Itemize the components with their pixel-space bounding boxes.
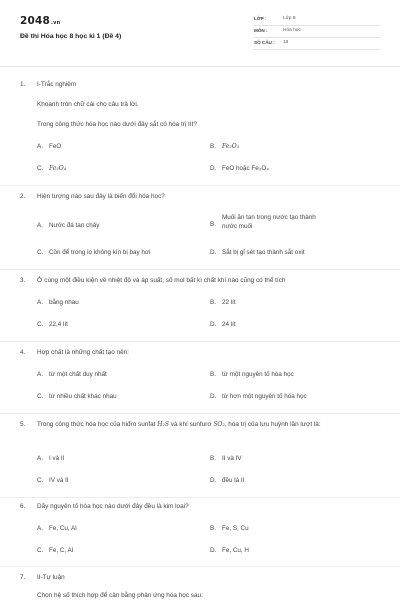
- meta-row-count: [254, 38, 380, 50]
- meta-row-class: [254, 14, 380, 26]
- option-text: từ một chất duy nhất: [49, 371, 107, 378]
- question-number: 3.: [20, 277, 26, 284]
- option-d[interactable]: [210, 393, 307, 402]
- question-text-part: , hóa trị của lưu huỳnh lần lượt là:: [224, 421, 321, 428]
- option-text: Sắt bị gỉ sét tạo thành sắt oxit: [222, 249, 305, 256]
- option-d[interactable]: [210, 477, 244, 486]
- option-letter: A.: [37, 455, 43, 462]
- option-text: FeO hoặc Fe₃O₄: [222, 165, 269, 172]
- option-text: IV và II: [49, 477, 69, 484]
- option-text: 22,4 lít: [49, 321, 68, 328]
- question-text: Ở cùng một điều kiện về nhiệt độ và áp suất, số mol bất kì chất khí nào cũng có thể tích: [37, 277, 286, 284]
- question-divider: [0, 413, 400, 414]
- meta-label: LỚP :: [254, 16, 267, 22]
- question-divider: [0, 566, 400, 567]
- question-number: 4.: [20, 349, 26, 356]
- option-letter: B.: [210, 221, 216, 228]
- option-text: II và IV: [222, 455, 242, 462]
- option-d[interactable]: [210, 165, 269, 174]
- exam-title: Đề thi Hóa học 8 học kì 1 (Đề 4): [20, 33, 122, 41]
- option-letter: A.: [37, 299, 43, 306]
- option-text: I và II: [49, 455, 65, 462]
- option-text: Fe, Cu, Al: [49, 525, 77, 532]
- option-a[interactable]: [37, 371, 107, 380]
- option-letter: C.: [37, 547, 44, 554]
- option-b[interactable]: [210, 214, 380, 231]
- option-text: Fe, Cu, H: [222, 547, 249, 554]
- option-text: từ hơn một nguyên tố hóa học: [222, 393, 307, 400]
- question-number: 7.: [20, 574, 26, 581]
- option-c[interactable]: [37, 249, 150, 258]
- question-prompt: Trong công thức hóa học nào dưới đây sắt có hóa trị III?: [37, 121, 197, 128]
- question-text-part: Trong công thức hóa học của hiđro sunfat: [37, 421, 158, 428]
- formula-h2s: H₂S: [157, 421, 169, 428]
- question-text: Hiện tượng nào sau đây là biến đổi hóa học?: [37, 193, 165, 200]
- question-divider: [0, 269, 400, 270]
- option-text: FeO: [49, 143, 62, 150]
- option-text: 22 lít: [222, 299, 236, 306]
- question-number: 5.: [20, 421, 26, 428]
- option-text: Nước đá tan chảy: [49, 222, 100, 229]
- option-d[interactable]: [210, 321, 236, 330]
- meta-value: 16: [283, 40, 289, 46]
- question-number: 2.: [20, 193, 26, 200]
- question-divider: [0, 497, 400, 498]
- option-text: Cồn để trong lọ không kín bị bay hơi: [49, 249, 151, 256]
- question-divider: [0, 341, 400, 342]
- meta-label: MÔN :: [254, 28, 268, 34]
- option-b[interactable]: [210, 455, 242, 464]
- option-text: từ nhiều chất khác nhau: [49, 393, 117, 400]
- question-instruction: Khoanh tròn chữ cái cho câu trả lời.: [37, 101, 139, 108]
- option-a[interactable]: [37, 222, 99, 231]
- option-letter: D.: [210, 547, 217, 554]
- option-letter: B.: [210, 371, 216, 378]
- option-b[interactable]: [210, 371, 294, 380]
- option-letter: C.: [37, 477, 44, 484]
- option-text: 24 lít: [222, 321, 236, 328]
- question-text: II-Tự luận: [37, 574, 65, 581]
- meta-label: SỐ CÂU :: [254, 40, 275, 46]
- option-letter: B.: [210, 299, 216, 306]
- option-letter: D.: [210, 249, 217, 256]
- question-text: I-Trắc nghiệm: [37, 81, 77, 88]
- meta-value: Hóa học: [283, 28, 301, 34]
- question-text: Hợp chất là những chất tạo nên:: [37, 349, 129, 356]
- option-letter: B.: [210, 143, 216, 150]
- option-d[interactable]: [210, 547, 249, 556]
- option-a[interactable]: [37, 299, 79, 308]
- option-b[interactable]: [210, 299, 236, 308]
- option-c[interactable]: [37, 477, 69, 486]
- option-text: Fe, S, Cu: [222, 525, 249, 532]
- option-d[interactable]: [210, 249, 305, 258]
- option-letter: A.: [37, 143, 43, 150]
- option-c[interactable]: [37, 321, 68, 330]
- option-text: Fe, C, Al: [49, 547, 74, 554]
- option-letter: D.: [210, 165, 217, 172]
- question-divider: [0, 185, 400, 186]
- option-letter: C.: [37, 249, 44, 256]
- option-letter: C.: [37, 393, 44, 400]
- option-letter: B.: [210, 455, 216, 462]
- option-text: bằng nhau: [49, 299, 79, 306]
- option-letter: D.: [210, 393, 217, 400]
- option-letter: D.: [210, 321, 217, 328]
- logo-text: 2048: [20, 15, 51, 27]
- meta-value: Lớp 8: [283, 16, 296, 22]
- option-letter: D.: [210, 477, 217, 484]
- option-c[interactable]: [37, 393, 117, 402]
- option-text: Fe₂O₃: [222, 143, 240, 150]
- option-letter: C.: [37, 165, 44, 172]
- page-header: [0, 0, 400, 62]
- option-b[interactable]: [210, 525, 249, 534]
- option-a[interactable]: [37, 525, 77, 534]
- option-text: Muối ăn tan trong nước tạo thành nước muối: [222, 214, 316, 230]
- option-letter: A.: [37, 222, 43, 229]
- option-b[interactable]: [210, 143, 239, 152]
- option-a[interactable]: [37, 143, 61, 152]
- option-c[interactable]: [37, 547, 73, 556]
- option-letter: A.: [37, 525, 43, 532]
- option-letter: B.: [210, 525, 216, 532]
- option-text: từ một nguyên tố hóa học: [222, 371, 294, 378]
- question-text: [37, 421, 385, 430]
- option-text: Fe₃O₄: [49, 165, 67, 172]
- question-number: 6.: [20, 503, 26, 510]
- question-text-part: và khí sunfurơ: [168, 421, 214, 428]
- question-number: 1.: [20, 81, 26, 88]
- meta-row-subject: [254, 26, 380, 38]
- option-c[interactable]: [37, 165, 66, 174]
- exam-meta: [254, 14, 380, 50]
- formula-so2: SO₂: [213, 421, 225, 428]
- option-letter: A.: [37, 371, 43, 378]
- option-text: đều là II: [222, 477, 245, 484]
- question-prompt: Chọn hệ số thích hợp để cân bằng phản ứng hóa học sau:: [37, 592, 203, 599]
- option-letter: C.: [37, 321, 44, 328]
- option-a[interactable]: [37, 455, 64, 464]
- header-divider: [0, 66, 400, 67]
- logo-suffix: .vn: [51, 20, 61, 26]
- question-text: Dãy nguyên tố hóa học nào dưới đây đều là kim loại?: [37, 503, 189, 510]
